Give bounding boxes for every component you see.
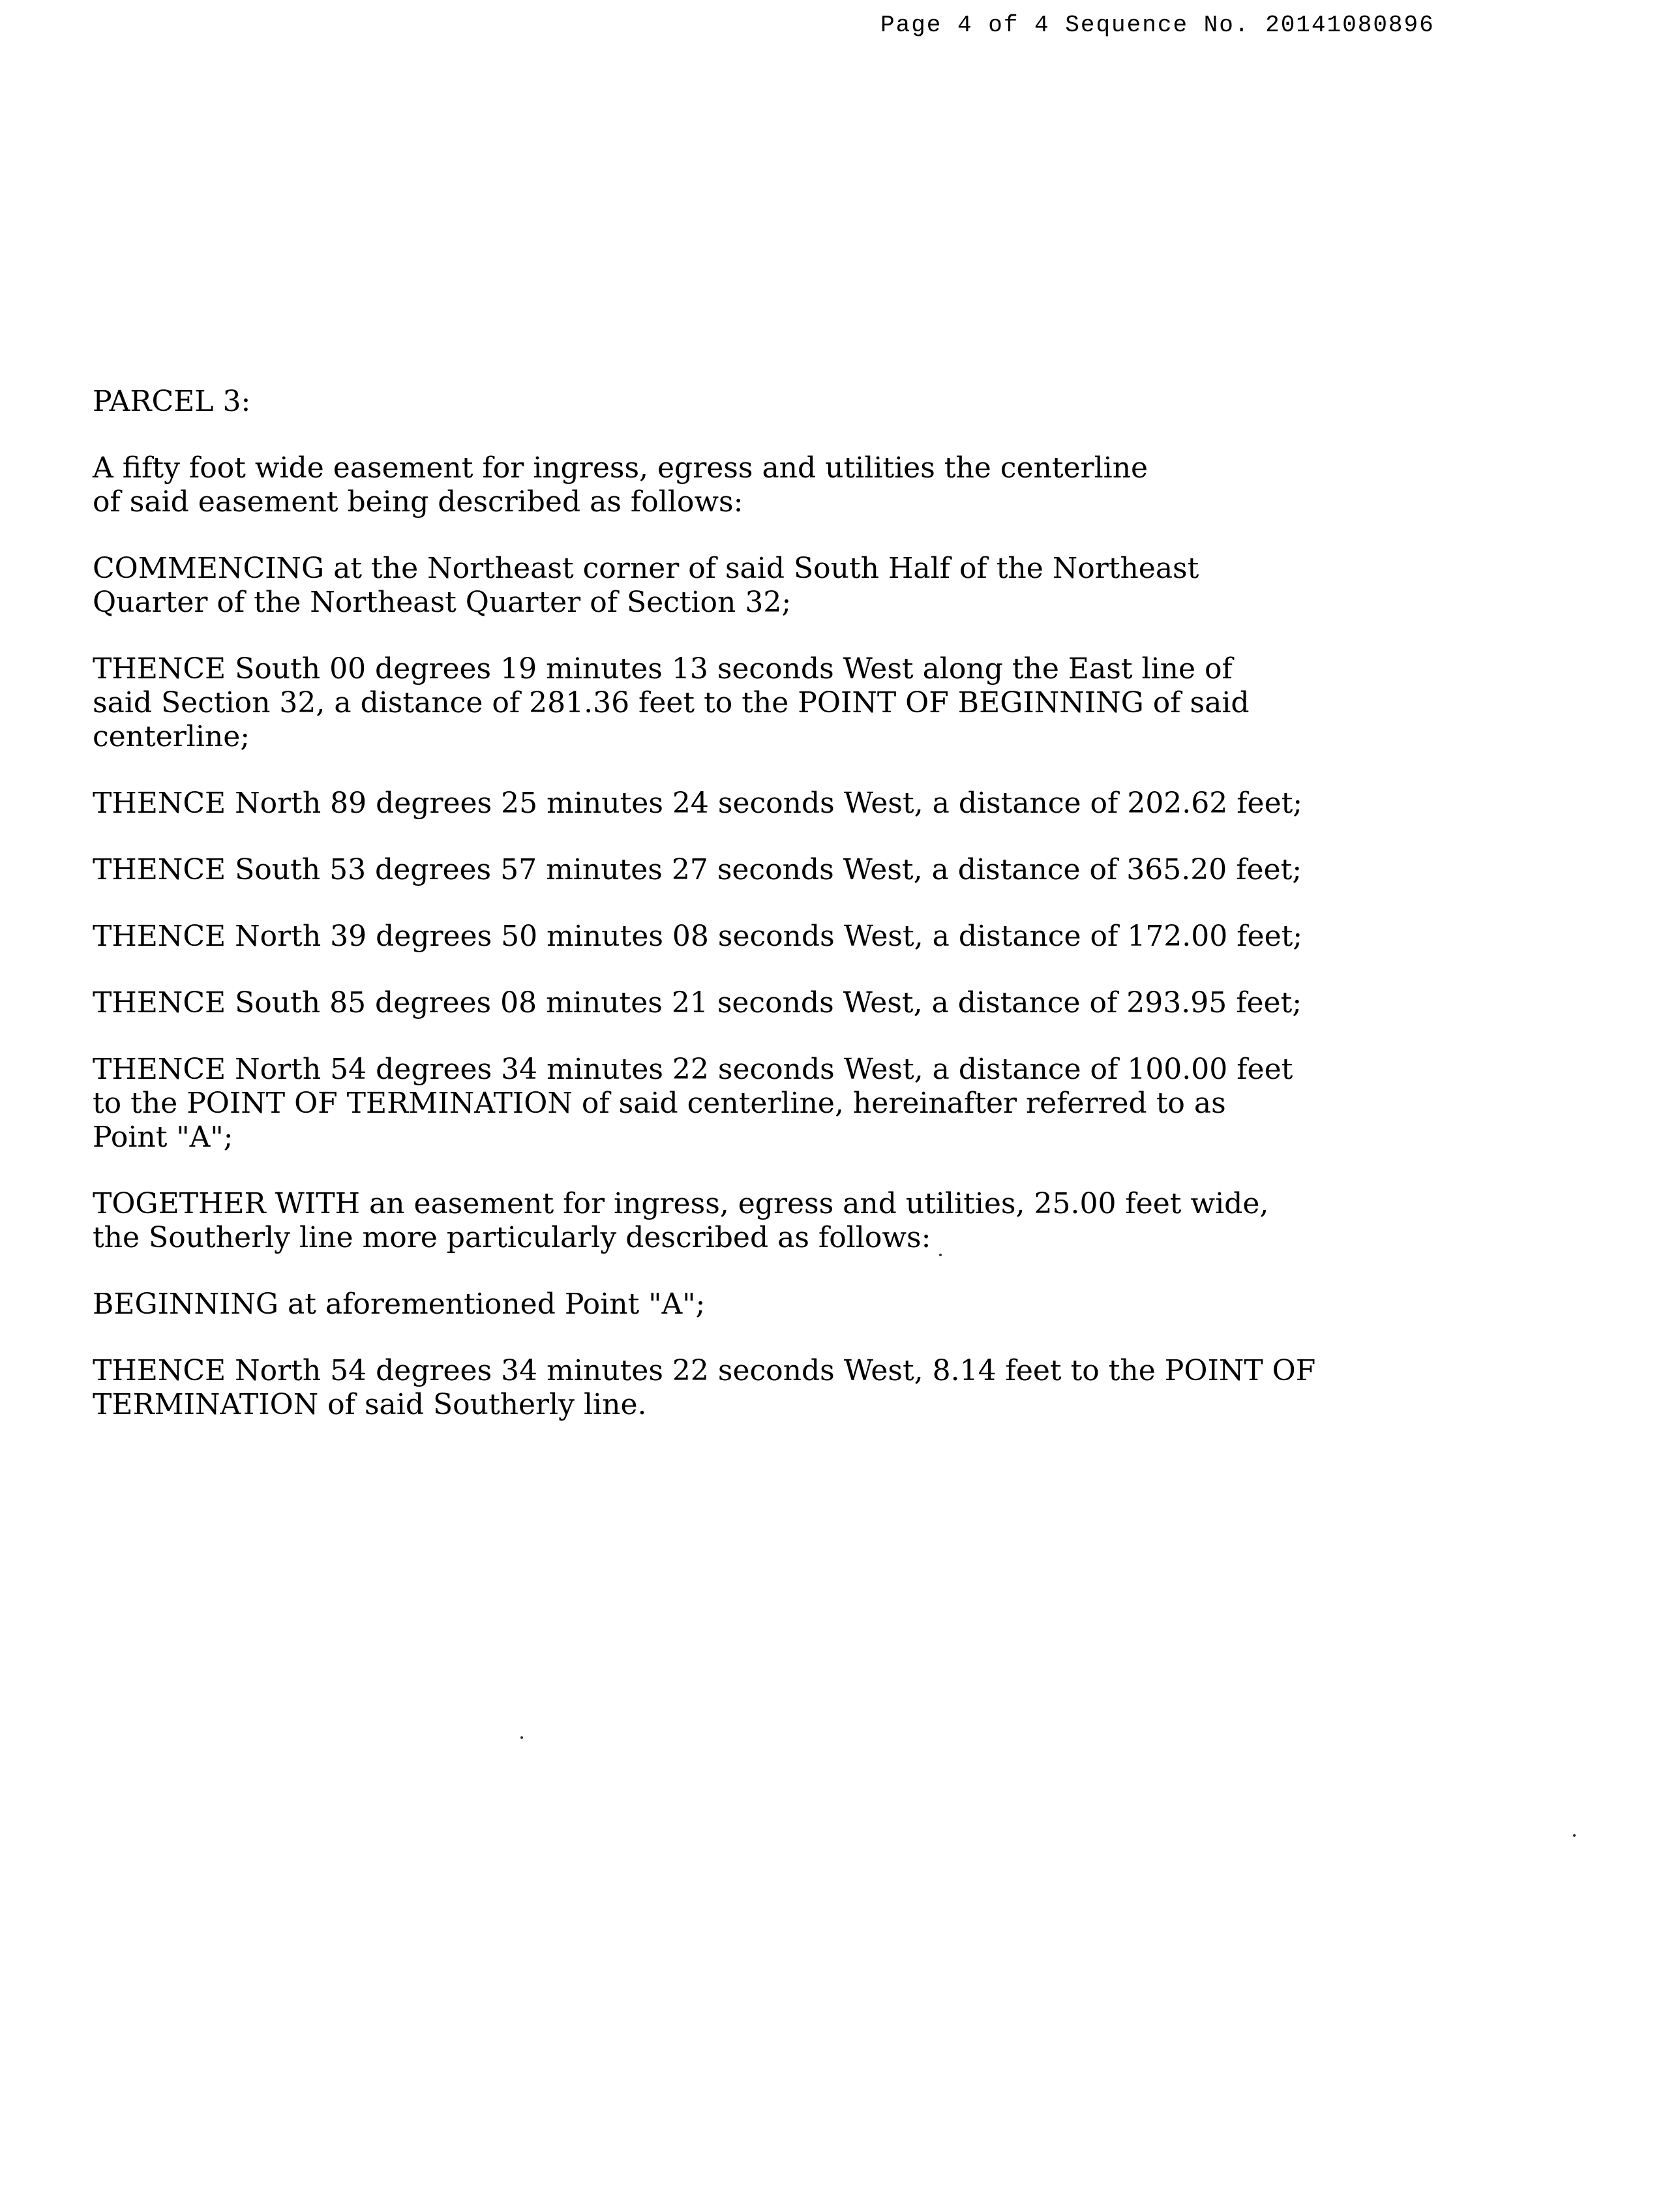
scan-speck	[1573, 1834, 1576, 1837]
thence-course-4: THENCE North 39 degrees 50 minutes 08 seconds West, a distance of 172.00 feet;	[93, 920, 1303, 953]
beginning-clause: BEGINNING at aforementioned Point "A";	[93, 1288, 706, 1321]
page-sequence-header: Page 4 of 4 Sequence No. 20141080896	[880, 12, 1435, 38]
scan-speck	[520, 1736, 523, 1739]
thence-course-1: THENCE South 00 degrees 19 minutes 13 seconds West along the East line of said Section 32, a distance of 281.36 feet to the POINT OF BEGINNING of said centerline;	[93, 652, 1250, 753]
document-body	[93, 385, 1397, 1455]
thence-course-3: THENCE South 53 degrees 57 minutes 27 seconds West, a distance of 365.20 feet;	[93, 853, 1302, 886]
scan-speck	[939, 1254, 942, 1256]
thence-course-2: THENCE North 89 degrees 25 minutes 24 seconds West, a distance of 202.62 feet;	[93, 787, 1303, 820]
thence-final-course: THENCE North 54 degrees 34 minutes 22 seconds West, 8.14 feet to the POINT OF TERMINATION of said Southerly line.	[93, 1354, 1316, 1421]
together-with-clause: TOGETHER WITH an easement for ingress, egress and utilities, 25.00 feet wide, the Southerly line more particularly described as follows:	[93, 1187, 1269, 1254]
parcel-heading: PARCEL 3:	[93, 385, 251, 418]
easement-description: A fifty foot wide easement for ingress, egress and utilities the centerline of said easement being described as follows:	[93, 451, 1148, 519]
thence-course-5: THENCE South 85 degrees 08 minutes 21 seconds West, a distance of 293.95 feet;	[93, 986, 1302, 1019]
commencing-clause: COMMENCING at the Northeast corner of said South Half of the Northeast Quarter of the Northeast Quarter of Section 32;	[93, 552, 1199, 619]
thence-course-6: THENCE North 54 degrees 34 minutes 22 seconds West, a distance of 100.00 feet to the POINT OF TERMINATION of said centerline, hereinafter referred to as Point "A";	[93, 1053, 1293, 1154]
